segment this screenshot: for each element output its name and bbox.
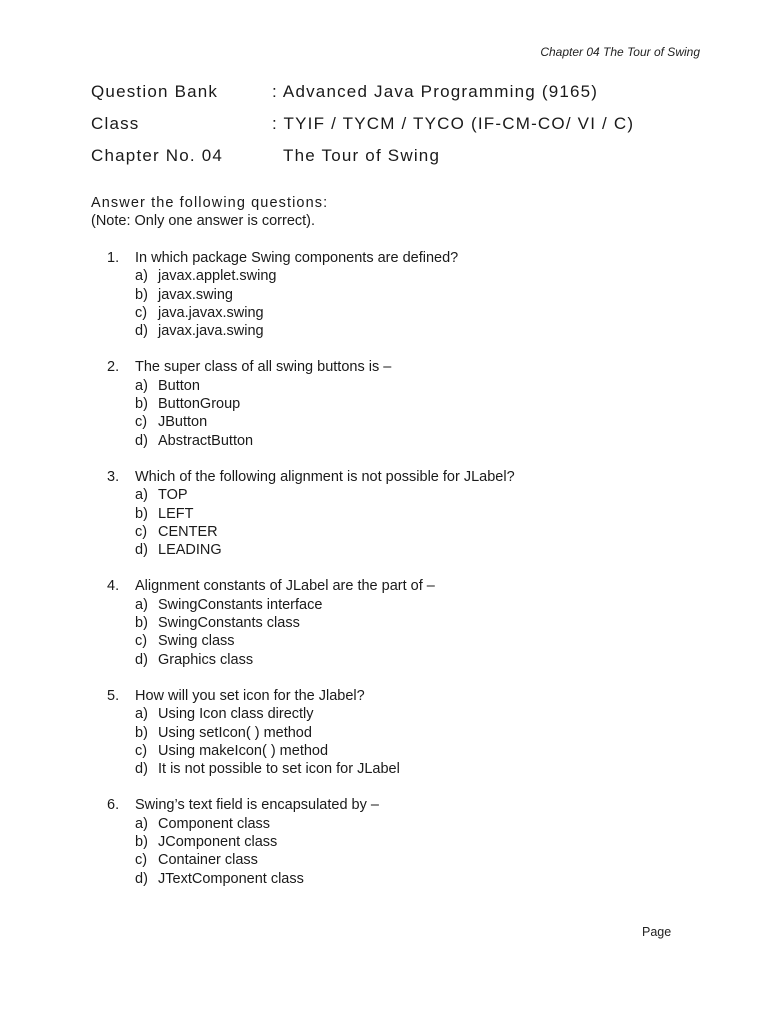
question-number: 6.: [107, 797, 120, 814]
answer-option: [91, 851, 711, 869]
answer-option: [91, 395, 711, 413]
question-6: [91, 796, 711, 887]
answer-option: [91, 870, 711, 888]
question-text: Which of the following alignment is not possible for JLabel?: [135, 468, 515, 485]
chapter-value: The Tour of Swing: [283, 146, 441, 165]
answer-option: [91, 523, 711, 541]
option-text: java.javax.swing: [158, 304, 264, 321]
option-text: Using makeIcon( ) method: [158, 742, 329, 759]
option-letter: a): [135, 706, 148, 723]
option-letter: d): [135, 870, 148, 887]
option-letter: b): [135, 615, 148, 632]
document-heading: [91, 80, 731, 176]
option-text: LEFT: [158, 505, 194, 522]
question-text: How will you set icon for the Jlabel?: [135, 687, 365, 704]
option-text: JTextComponent class: [158, 870, 304, 887]
option-text: TOP: [158, 487, 188, 504]
question-text: The super class of all swing buttons is –: [135, 359, 392, 376]
answer-option: [91, 322, 711, 340]
answer-option: [91, 742, 711, 760]
question-5: [91, 687, 711, 778]
question-line: [91, 796, 711, 814]
option-text: CENTER: [158, 523, 218, 540]
question-1: [91, 249, 711, 340]
answer-option: [91, 815, 711, 833]
option-letter: d): [135, 651, 148, 668]
option-letter: d): [135, 542, 148, 559]
question-line: [91, 358, 711, 376]
question-list: [91, 249, 711, 906]
question-2: [91, 358, 711, 449]
option-letter: a): [135, 377, 148, 394]
option-text: javax.swing: [158, 286, 233, 303]
option-letter: c): [135, 633, 148, 650]
question-text: In which package Swing components are defined?: [135, 250, 459, 266]
instructions-line: Answer the following questions:: [91, 195, 329, 211]
question-number: 2.: [107, 359, 120, 376]
question-number-cell: [91, 687, 135, 705]
option-text: Using setIcon( ) method: [158, 724, 312, 741]
chapter-label: Chapter No. 04: [91, 146, 224, 165]
option-letter: b): [135, 724, 148, 741]
option-letter: a): [135, 596, 148, 613]
answer-option: [91, 760, 711, 778]
answer-option: [91, 286, 711, 304]
answer-option: [91, 541, 711, 559]
question-line: [91, 577, 711, 595]
question-number-cell: [91, 249, 135, 267]
question-3: [91, 468, 711, 559]
answer-option: [91, 486, 711, 504]
answer-option: [91, 432, 711, 450]
page-label: Page: [642, 925, 672, 939]
option-letter: b): [135, 396, 148, 413]
answer-option: [91, 413, 711, 431]
answer-option: [91, 833, 711, 851]
question-number-cell: [91, 796, 135, 814]
question-number-cell: [91, 468, 135, 486]
instructions-note: (Note: Only one answer is correct).: [91, 213, 316, 229]
answer-option: [91, 304, 711, 322]
option-text: Button: [158, 377, 200, 394]
chapter-row: [91, 144, 731, 176]
option-letter: b): [135, 505, 148, 522]
answer-option: [91, 614, 711, 632]
option-text: JButton: [158, 414, 208, 431]
question-text: Alignment constants of JLabel are the part of –: [135, 578, 435, 595]
running-header: Chapter 04 The Tour of Swing: [540, 45, 700, 59]
answer-option: [91, 632, 711, 650]
question-line: [91, 468, 711, 486]
question-number: 5.: [107, 687, 120, 704]
option-letter: b): [135, 286, 148, 303]
option-letter: d): [135, 761, 148, 778]
answer-option: [91, 651, 711, 669]
option-letter: d): [135, 323, 148, 340]
option-text: SwingConstants interface: [158, 596, 323, 613]
answer-option: [91, 505, 711, 523]
question-number-cell: [91, 358, 135, 376]
option-letter: c): [135, 304, 148, 321]
option-text: ButtonGroup: [158, 396, 241, 413]
option-text: javax.java.swing: [158, 323, 264, 340]
question-4: [91, 577, 711, 668]
question-text: Swing’s text field is encapsulated by –: [135, 797, 379, 814]
class-label: Class: [91, 114, 140, 133]
option-text: javax.applet.swing: [158, 268, 277, 285]
option-text: It is not possible to set icon for JLabel: [158, 761, 400, 778]
option-text: JComponent class: [158, 834, 278, 851]
option-letter: a): [135, 487, 148, 504]
question-number: 1.: [107, 250, 120, 266]
question-number-cell: [91, 577, 135, 595]
option-text: Container class: [158, 852, 258, 869]
option-letter: a): [135, 268, 148, 285]
answer-option: [91, 596, 711, 614]
answer-option: [91, 377, 711, 395]
option-letter: c): [135, 742, 148, 759]
instructions: [91, 194, 328, 230]
option-text: Swing class: [158, 633, 235, 650]
question-bank-label: Question Bank: [91, 82, 219, 101]
question-line: [91, 687, 711, 705]
option-text: Component class: [158, 815, 271, 832]
answer-option: [91, 705, 711, 723]
option-letter: b): [135, 834, 148, 851]
class-row: [91, 112, 731, 144]
question-number: 3.: [107, 468, 120, 485]
option-letter: d): [135, 432, 148, 449]
class-value: : TYIF / TYCM / TYCO (IF-CM-CO/ VI / C): [272, 114, 635, 133]
question-bank-value: : Advanced Java Programming (9165): [272, 82, 599, 101]
option-text: SwingConstants class: [158, 615, 300, 632]
option-letter: c): [135, 523, 148, 540]
option-text: Using Icon class directly: [158, 706, 314, 723]
answer-option: [91, 724, 711, 742]
option-text: AbstractButton: [158, 432, 254, 449]
option-letter: c): [135, 852, 148, 869]
question-number: 4.: [107, 578, 120, 595]
answer-option: [91, 267, 711, 285]
option-text: Graphics class: [158, 651, 254, 668]
option-text: LEADING: [158, 542, 222, 559]
option-letter: c): [135, 414, 148, 431]
question-bank-row: [91, 80, 731, 112]
question-line: [91, 249, 711, 267]
option-letter: a): [135, 815, 148, 832]
